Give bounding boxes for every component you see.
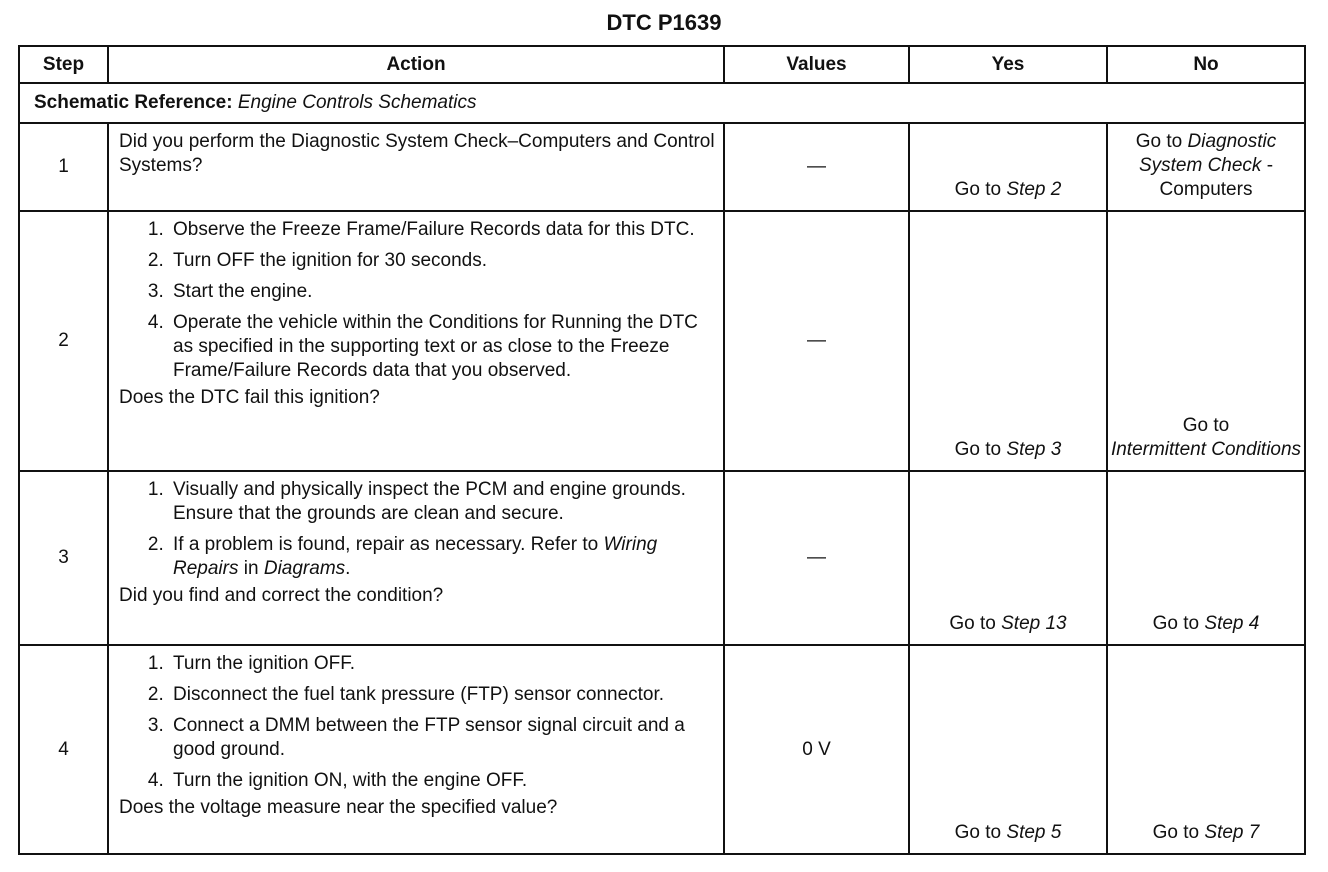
- table-row: [19, 123, 1305, 211]
- value-cell: —: [724, 123, 909, 211]
- action-cell: [108, 471, 724, 645]
- action-item: 1. Observe the Freeze Frame/Failure Records data for this DTC.: [169, 218, 715, 242]
- header-row: [19, 46, 1305, 83]
- wiring-repairs-link[interactable]: Wiring Repairs: [173, 534, 658, 579]
- yes-link[interactable]: Step 2: [1006, 179, 1062, 200]
- no-cell: [1107, 645, 1305, 854]
- no-prefix: Go to: [1152, 822, 1200, 843]
- header-values: Values: [724, 46, 909, 83]
- step-number: 2: [19, 211, 108, 471]
- table-row: [19, 471, 1305, 645]
- schematic-reference-label: Schematic Reference:: [34, 92, 233, 113]
- yes-cell: [909, 471, 1107, 645]
- yes-prefix: Go to: [949, 613, 996, 634]
- header-yes: Yes: [909, 46, 1107, 83]
- no-link[interactable]: Intermittent Conditions: [1110, 439, 1302, 460]
- action-item: 2. Turn OFF the ignition for 30 seconds.: [169, 249, 715, 273]
- action-item-mid: in: [243, 558, 259, 579]
- step-number: 1: [19, 123, 108, 211]
- no-prefix: Go to: [1135, 131, 1183, 152]
- action-cell: [108, 123, 724, 211]
- diagrams-link[interactable]: Diagrams: [263, 558, 346, 579]
- no-link[interactable]: Diagnostic System Check: [1138, 131, 1277, 176]
- action-cell: [108, 211, 724, 471]
- value-cell: —: [724, 211, 909, 471]
- action-item-text: If a problem is found, repair as necessary. Refer to: [173, 534, 599, 555]
- action-item: 1. Visually and physically inspect the PCM and engine grounds. Ensure that the grounds are clean and secure.: [169, 478, 715, 526]
- step-number: 3: [19, 471, 108, 645]
- yes-prefix: Go to: [954, 179, 1002, 200]
- yes-cell: [909, 123, 1107, 211]
- value-cell: —: [724, 471, 909, 645]
- yes-prefix: Go to: [954, 822, 1002, 843]
- action-item: 2. Disconnect the fuel tank pressure (FTP) sensor connector.: [169, 683, 715, 707]
- page-title: DTC P1639: [606, 10, 722, 35]
- action-item: [169, 533, 715, 581]
- yes-link[interactable]: Step 5: [1006, 822, 1062, 843]
- no-suffix: - Computers: [1159, 155, 1274, 200]
- no-prefix: Go to: [1152, 613, 1200, 634]
- action-question: Did you find and correct the condition?: [119, 585, 444, 606]
- header-step: Step: [19, 46, 108, 83]
- header-no: No: [1107, 46, 1305, 83]
- dtc-table: [18, 45, 1306, 855]
- action-item: 1. Turn the ignition OFF.: [169, 652, 715, 676]
- action-item: 4. Turn the ignition ON, with the engine OFF.: [169, 769, 715, 793]
- yes-prefix: Go to: [954, 439, 1002, 460]
- schematic-reference: [19, 83, 1305, 123]
- step-number: 4: [19, 645, 108, 854]
- schematic-reference-link[interactable]: Engine Controls Schematics: [237, 92, 477, 113]
- action-item-end: .: [345, 558, 351, 579]
- no-link[interactable]: Step 7: [1204, 822, 1260, 843]
- action-list: [119, 218, 715, 383]
- yes-cell: [909, 645, 1107, 854]
- action-question: Did you perform the Diagnostic System Check–Computers and Control Systems?: [119, 131, 715, 176]
- yes-link[interactable]: Step 13: [1001, 613, 1067, 634]
- header-action: Action: [108, 46, 724, 83]
- yes-cell: [909, 211, 1107, 471]
- action-question: Does the voltage measure near the specified value?: [119, 797, 558, 818]
- no-cell: [1107, 211, 1305, 471]
- yes-link[interactable]: Step 3: [1006, 439, 1062, 460]
- no-cell: [1107, 123, 1305, 211]
- value-cell: 0 V: [724, 645, 909, 854]
- no-prefix: Go to: [1182, 415, 1230, 436]
- table-row: [19, 645, 1305, 854]
- action-list: [119, 478, 715, 581]
- no-cell: [1107, 471, 1305, 645]
- action-item: 4. Operate the vehicle within the Conditions for Running the DTC as specified in the supporting text or as close to the Freeze Frame/Failure Records data that you observed.: [169, 311, 715, 383]
- no-link[interactable]: Step 4: [1204, 613, 1260, 634]
- action-item: 3. Connect a DMM between the FTP sensor signal circuit and a good ground.: [169, 714, 715, 762]
- action-question: Does the DTC fail this ignition?: [119, 387, 380, 408]
- action-list: [119, 652, 715, 793]
- schematic-reference-row: [19, 83, 1305, 123]
- action-cell: [108, 645, 724, 854]
- action-item: 3. Start the engine.: [169, 280, 715, 304]
- table-row: [19, 211, 1305, 471]
